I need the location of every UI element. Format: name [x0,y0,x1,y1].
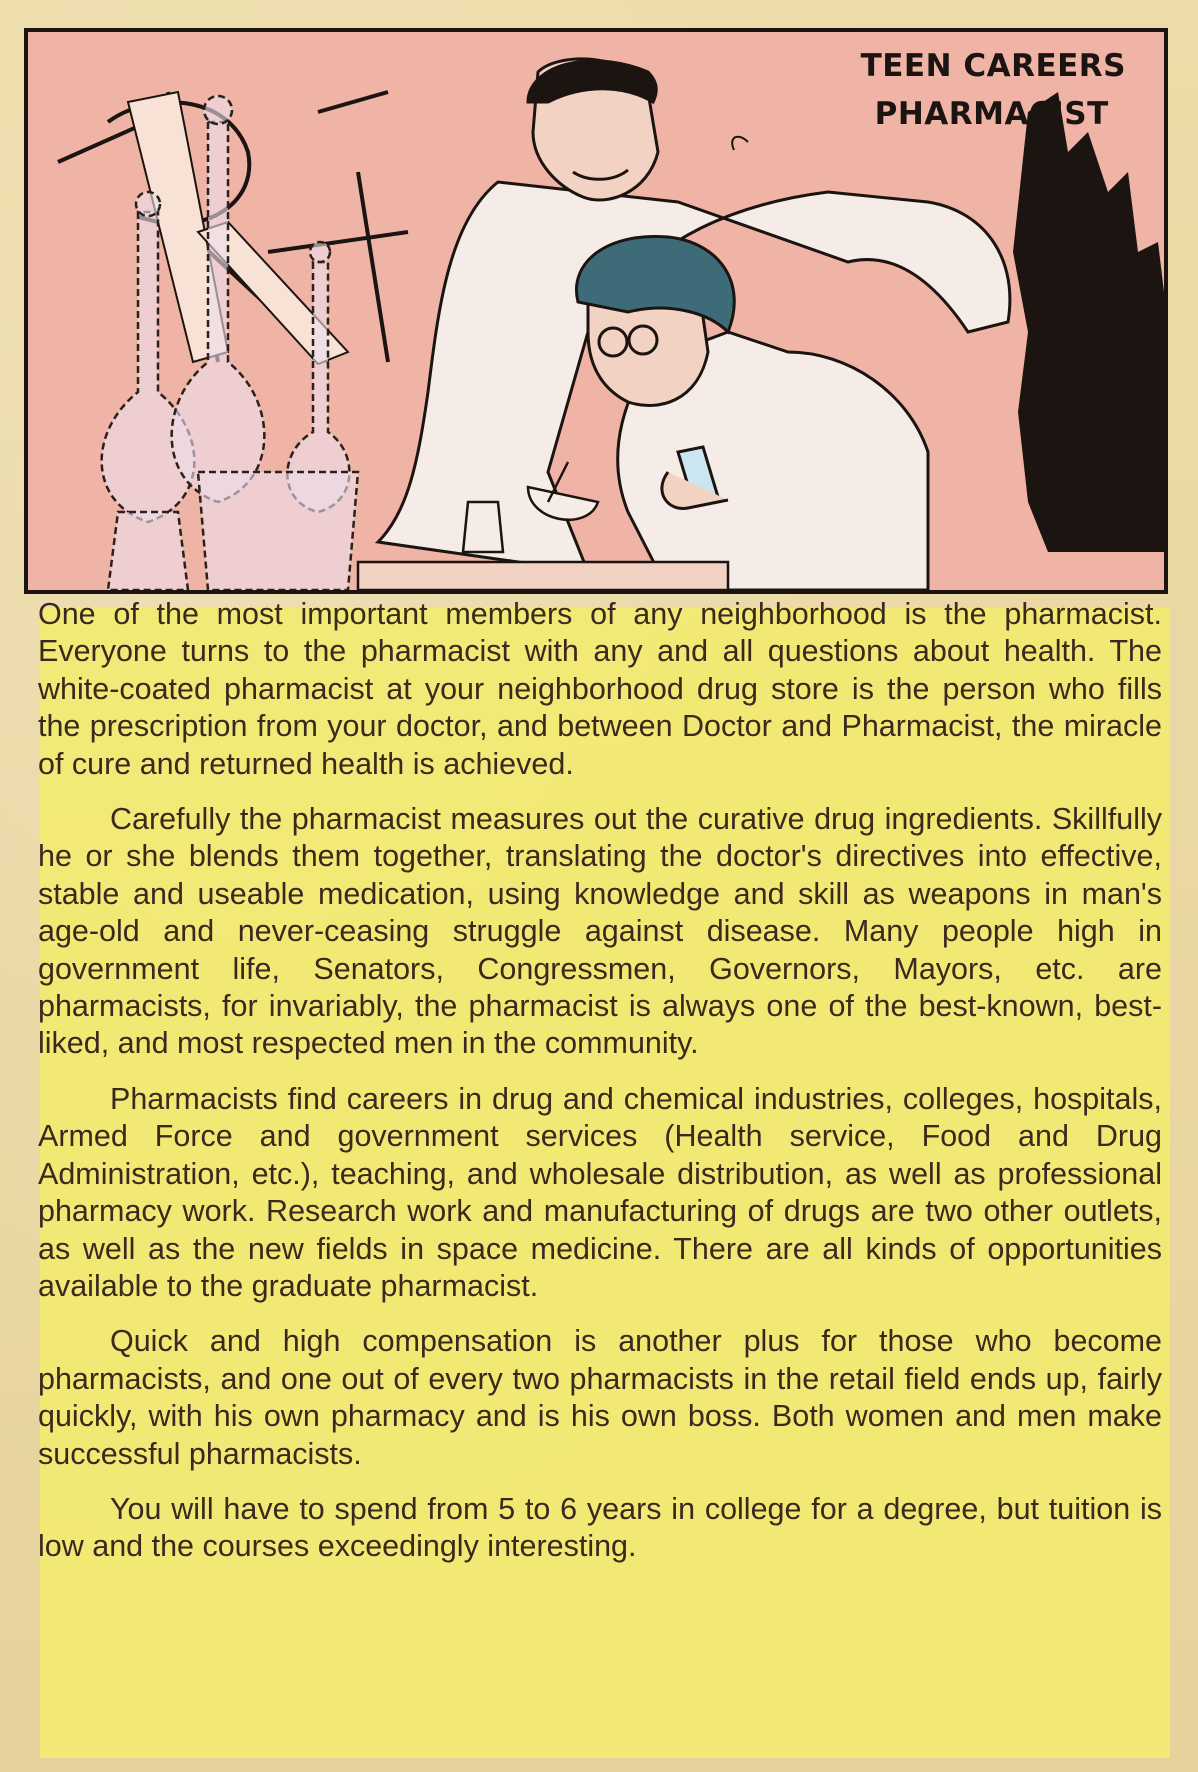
paragraph-5: You will have to spend from 5 to 6 years in college for a degree, but tuition is low and the courses exceedingly interesting. [38,1491,1162,1564]
paragraph-1: One of the most important members of any neighborhood is the pharmacist. Everyone turns to the pharmacist with any and all questions about health. The white-coated pharmacist at your neighborhood drug store is the person who fills the prescription from your doctor, and between Doctor and Pharmacist, the miracle of cure and returned health is achieved. [38,597,1162,781]
article-body [30,596,1170,1756]
dark-shadow-shape [1013,92,1164,552]
young-pharmacist-figure [576,236,928,590]
article-text [38,596,1162,1584]
paragraph-3: Pharmacists find careers in drug and chemical industries, colleges, hospitals, Armed Force and government services (Health service, Food and Drug Administration, etc.), teaching, and wholesale distribution, as well as professional pharmacy work. Research work and manufacturing of drugs are two other outlets, as well as the new fields in space medicine. There are all kinds of opportunities available to the graduate pharmacist. [38,1081,1162,1303]
title-line-pharmacist: PHARMACIST [874,96,1109,132]
panel-title [861,42,1126,138]
paragraph-2: Carefully the pharmacist measures out the curative drug ingredients. Skillfully he or she blends them together, translating the doctor's directives into effective, stable and useable medication, using knowledge and skill as weapons in man's age-old and never-ceasing struggle against disease. Many people high in government life, Senators, Congressmen, Governors, Mayors, etc. are pharmacists, for invariably, the pharmacist is always one of the best-known, best-liked, and most respected men in the community. [38,802,1162,1061]
lab-glassware [102,96,358,590]
paragraph-4: Quick and high compensation is another plus for those who become pharmacists, and one out of every two pharmacists in the retail field ends up, fairly quickly, with his own pharmacy and is his own boss. Both women and men make successful pharmacists. [38,1324,1162,1471]
title-line-teen-careers: TEEN CAREERS [860,48,1126,84]
illustration-panel [24,28,1168,594]
